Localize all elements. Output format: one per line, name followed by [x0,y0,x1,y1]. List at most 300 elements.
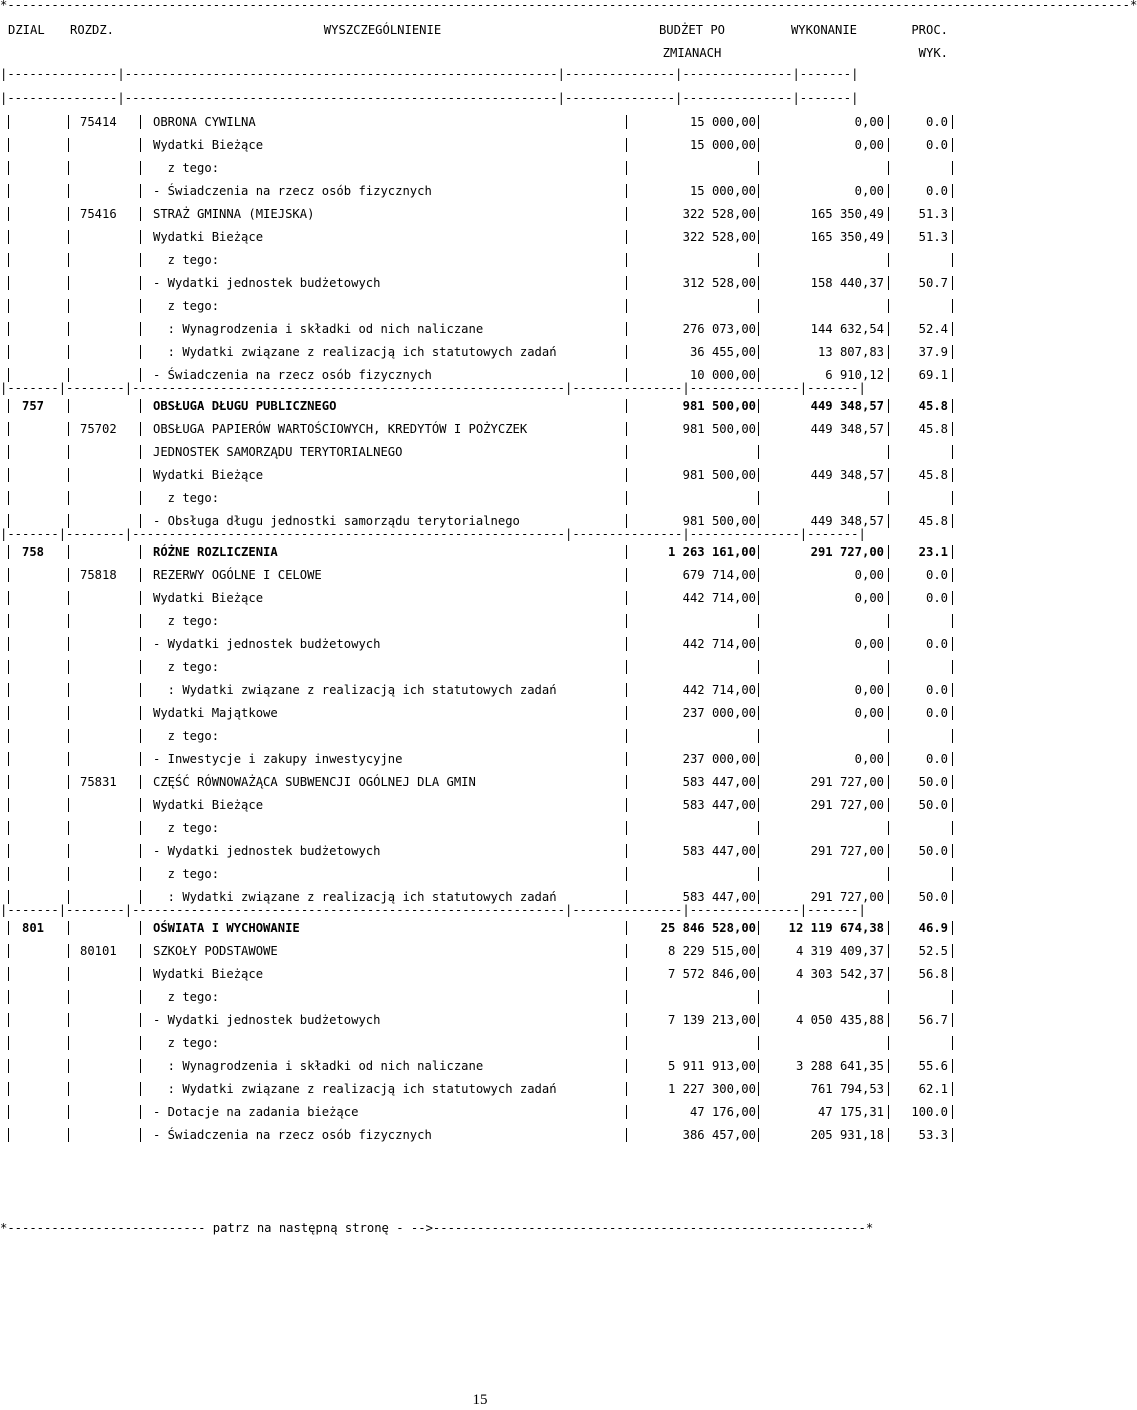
column-rule [68,683,69,697]
column-rule [758,967,759,981]
column-rule [140,867,141,881]
column-rule [626,1013,627,1027]
column-rule [888,752,889,766]
column-rule [888,345,889,359]
column-rule [888,660,889,674]
column-rule [68,322,69,336]
column-rule [8,514,9,528]
column-rule [140,368,141,382]
section-separator: |-------|--------|-----------------------------------------------------------|---------------|---------------|-------| [0,381,866,395]
table-row [0,725,960,748]
column-rule [888,368,889,382]
column-rule [888,230,889,244]
column-rule [68,660,69,674]
table-header-row-1 [0,19,960,42]
table-row [0,1032,960,1055]
column-rule [952,944,953,958]
column-rule [68,1059,69,1073]
column-rule [952,637,953,651]
execution-cell: 205 931,18 [810,1128,884,1142]
column-rule [888,683,889,697]
column-rule [626,115,627,129]
column-rule [626,591,627,605]
column-rule [626,276,627,290]
header-wyszczegolnienie: WYSZCZEGÓLNIENIE [323,23,442,37]
execution-cell: 449 348,57 [810,468,884,482]
percent-cell: 51.3 [918,207,948,221]
column-rule [888,491,889,505]
column-rule [140,752,141,766]
percent-cell [890,157,948,180]
column-rule [626,468,627,482]
column-rule [140,660,141,674]
percent-cell: 56.8 [918,967,948,981]
budget-cell: 1 227 300,00 [667,1082,756,1096]
column-rule [758,399,759,413]
column-rule [952,683,953,697]
column-rule [952,990,953,1004]
description-cell: STRAŻ GMINNA (MIEJSKA) [153,207,315,221]
dzial-cell: 758 [22,545,45,559]
column-rule [626,1036,627,1050]
rozdz-cell [80,272,140,295]
rozdz-cell [80,917,140,940]
column-rule [758,161,759,175]
description-cell: - Wydatki jednostek budżetowych [153,637,381,651]
column-rule [68,253,69,267]
column-rule [8,491,9,505]
column-rule [8,775,9,789]
column-rule [68,867,69,881]
budget-cell: 322 528,00 [682,207,756,221]
budget-cell [628,986,756,1009]
column-rule [626,1059,627,1073]
column-rule [8,230,9,244]
column-rule [8,844,9,858]
column-rule [140,706,141,720]
table-row [0,318,960,341]
dzial-cell [22,157,67,180]
column-rule [758,299,759,313]
column-rule [952,821,953,835]
column-rule [952,368,953,382]
dzial-cell [22,1009,67,1032]
budget-cell [628,249,756,272]
top-border: *---------------------------------------------------------------------------------------------------------------------------------------------------------* [0,0,1137,12]
execution-cell: 291 727,00 [810,844,884,858]
rozdz-cell: 75414 [80,115,117,129]
description-cell: Wydatki Bieżące [153,138,264,152]
column-rule [952,491,953,505]
description-cell: JEDNOSTEK SAMORZĄDU TERYTORIALNEGO [153,445,403,459]
column-rule [8,1036,9,1050]
budget-cell: 1 263 161,00 [667,545,756,559]
column-rule [952,921,953,935]
column-rule [68,921,69,935]
header-budzet: BUDŻET PO [658,23,726,37]
table-header-row-2 [0,42,960,65]
description-cell: : Wydatki związane z realizacją ich statutowych zadań [153,890,557,904]
budget-cell [628,863,756,886]
column-rule [68,368,69,382]
column-rule [8,399,9,413]
column-rule [68,614,69,628]
dzial-cell [22,610,67,633]
description-cell: OBSŁUGA DŁUGU PUBLICZNEGO [153,399,337,413]
column-rule [952,706,953,720]
budget-cell: 7 572 846,00 [667,967,756,981]
header-proc: PROC. [911,23,948,37]
column-rule [68,491,69,505]
rozdz-cell [80,487,140,510]
dzial-cell [22,963,67,986]
percent-cell: 0.0 [925,706,948,720]
column-rule [140,990,141,1004]
column-rule [626,545,627,559]
column-rule [626,775,627,789]
column-rule [758,1013,759,1027]
rozdz-cell [80,318,140,341]
dzial-cell [22,702,67,725]
column-rule [952,660,953,674]
description-cell: OBRONA CYWILNA [153,115,256,129]
table-row [0,226,960,249]
budget-cell [628,157,756,180]
execution-cell: 449 348,57 [810,399,884,413]
execution-cell [762,725,884,748]
table-row [0,464,960,487]
dzial-cell [22,180,67,203]
column-rule [758,660,759,674]
column-rule [626,1128,627,1142]
table-row [0,1055,960,1078]
rozdz-cell [80,633,140,656]
table-row [0,863,960,886]
description-cell: z tego: [153,253,220,267]
execution-cell: 0,00 [854,706,884,720]
budget-cell: 237 000,00 [682,706,756,720]
column-rule [626,368,627,382]
execution-cell: 4 050 435,88 [795,1013,884,1027]
dzial-cell [22,986,67,1009]
column-rule [8,184,9,198]
rozdz-cell [80,541,140,564]
column-rule [626,568,627,582]
column-rule [758,368,759,382]
execution-cell: 4 303 542,37 [795,967,884,981]
budget-cell [628,725,756,748]
percent-cell: 50.7 [918,276,948,290]
column-rule [888,253,889,267]
column-rule [140,821,141,835]
column-rule [888,299,889,313]
budget-cell: 981 500,00 [682,422,756,436]
rozdz-cell [80,295,140,318]
dzial-cell [22,441,67,464]
budget-cell: 981 500,00 [682,514,756,528]
budget-cell: 981 500,00 [682,468,756,482]
execution-cell: 291 727,00 [810,775,884,789]
rozdz-cell [80,1078,140,1101]
rozdz-cell [80,1055,140,1078]
description-cell: SZKOŁY PODSTAWOWE [153,944,278,958]
column-rule [68,207,69,221]
column-rule [68,844,69,858]
table-row [0,656,960,679]
column-rule [626,207,627,221]
column-rule [68,990,69,1004]
description-cell: z tego: [153,1036,220,1050]
percent-cell: 45.8 [918,422,948,436]
column-rule [952,115,953,129]
column-rule [626,299,627,313]
column-rule [626,990,627,1004]
table-row [0,633,960,656]
dzial-cell [22,1055,67,1078]
column-rule [758,253,759,267]
description-cell: z tego: [153,821,220,835]
column-rule [8,445,9,459]
column-rule [758,775,759,789]
column-rule [626,1082,627,1096]
column-rule [8,322,9,336]
column-rule [758,1036,759,1050]
budget-cell: 25 846 528,00 [660,921,756,935]
column-rule [8,1082,9,1096]
page-number: 15 [472,1392,488,1408]
column-rule [888,568,889,582]
execution-cell: 4 319 409,37 [795,944,884,958]
column-rule [626,138,627,152]
column-rule [758,921,759,935]
execution-cell: 0,00 [854,568,884,582]
execution-cell [762,295,884,318]
execution-cell [762,487,884,510]
column-rule [626,821,627,835]
column-rule [758,637,759,651]
table-row [0,203,960,226]
dzial-cell [22,587,67,610]
column-rule [758,683,759,697]
description-cell: CZĘŚĆ RÓWNOWAŻĄCA SUBWENCJI OGÓLNEJ DLA GMIN [153,775,476,789]
execution-cell [762,817,884,840]
rozdz-cell [80,1032,140,1055]
percent-cell: 45.8 [918,399,948,413]
description-cell: - Inwestycje i zakupy inwestycyjne [153,752,403,766]
column-rule [68,568,69,582]
continue-note: patrz na następną stronę - --> [212,1221,433,1235]
column-rule [888,706,889,720]
percent-cell: 50.0 [918,844,948,858]
column-rule [888,967,889,981]
budget-cell: 322 528,00 [682,230,756,244]
column-rule [140,230,141,244]
column-rule [140,161,141,175]
table-row [0,986,960,1009]
column-rule [68,1036,69,1050]
column-rule [140,591,141,605]
percent-cell [890,1032,948,1055]
budget-cell: 15 000,00 [689,184,756,198]
column-rule [8,967,9,981]
column-rule [952,545,953,559]
rozdz-cell: 75702 [80,422,117,436]
column-rule [8,138,9,152]
column-rule [140,637,141,651]
percent-cell: 51.3 [918,230,948,244]
column-rule [8,614,9,628]
rozdz-cell [80,1101,140,1124]
column-rule [68,752,69,766]
dzial-cell [22,633,67,656]
column-rule [758,230,759,244]
execution-cell: 291 727,00 [810,890,884,904]
percent-cell: 0.0 [925,568,948,582]
column-rule [758,1059,759,1073]
table-row [0,487,960,510]
table-row [0,341,960,364]
table-row [0,1009,960,1032]
table-row [0,771,960,794]
column-rule [68,184,69,198]
column-rule [952,890,953,904]
dzial-cell [22,725,67,748]
execution-cell: 0,00 [854,637,884,651]
column-rule [626,867,627,881]
header-dzial: DZIAL [8,23,45,37]
column-rule [626,890,627,904]
table-row [0,272,960,295]
column-rule [140,683,141,697]
column-rule [626,921,627,935]
column-rule [8,299,9,313]
description-cell: z tego: [153,299,220,313]
description-cell: z tego: [153,614,220,628]
column-rule [888,514,889,528]
column-rule [888,1105,889,1119]
section-separator: |-------|--------|-----------------------------------------------------------|---------------|---------------|-------| [0,527,866,541]
column-rule [626,660,627,674]
execution-cell: 158 440,37 [810,276,884,290]
column-rule [952,299,953,313]
column-rule [758,422,759,436]
column-rule [8,207,9,221]
column-rule [952,1082,953,1096]
dzial-cell [22,203,67,226]
column-rule [888,867,889,881]
execution-cell: 6 910,12 [825,368,884,382]
table-row [0,963,960,986]
column-rule [626,798,627,812]
column-rule [758,276,759,290]
column-rule [888,1128,889,1142]
rozdz-cell: 75416 [80,207,117,221]
column-rule [140,184,141,198]
column-rule [758,138,759,152]
rozdz-cell [80,341,140,364]
percent-cell: 50.0 [918,798,948,812]
dzial-cell [22,1078,67,1101]
description-cell: Wydatki Bieżące [153,230,264,244]
rozdz-cell: 80101 [80,944,117,958]
description-cell: : Wynagrodzenia i składki od nich naliczane [153,322,484,336]
description-cell: OŚWIATA I WYCHOWANIE [153,921,300,935]
column-rule [626,1105,627,1119]
column-rule [68,545,69,559]
percent-cell: 52.5 [918,944,948,958]
column-rule [8,468,9,482]
description-cell: - Świadczenia na rzecz osób fizycznych [153,368,432,382]
description-cell: z tego: [153,161,220,175]
column-rule [140,614,141,628]
dzial-cell: 801 [22,921,45,935]
percent-cell: 0.0 [925,591,948,605]
description-cell: - Świadczenia na rzecz osób fizycznych [153,1128,432,1142]
column-rule [140,545,141,559]
column-rule [626,345,627,359]
column-rule [758,568,759,582]
budget-cell: 8 229 515,00 [667,944,756,958]
execution-cell: 12 119 674,38 [788,921,884,935]
budget-cell: 442 714,00 [682,683,756,697]
execution-cell: 0,00 [854,184,884,198]
column-rule [8,798,9,812]
description-cell: Wydatki Bieżące [153,468,264,482]
execution-cell: 13 807,83 [817,345,884,359]
percent-cell [890,656,948,679]
execution-cell: 0,00 [854,138,884,152]
execution-cell [762,441,884,464]
budget-cell [628,295,756,318]
budget-cell: 7 139 213,00 [667,1013,756,1027]
column-rule [758,514,759,528]
column-rule [68,445,69,459]
execution-cell [762,656,884,679]
description-cell: z tego: [153,867,220,881]
column-rule [952,445,953,459]
percent-cell: 23.1 [918,545,948,559]
table-row [0,1101,960,1124]
column-rule [140,1082,141,1096]
table-row [0,249,960,272]
column-rule [626,445,627,459]
column-rule [68,399,69,413]
column-rule [888,990,889,1004]
column-rule [68,345,69,359]
description-cell: - Wydatki jednostek budżetowych [153,1013,381,1027]
rozdz-cell [80,464,140,487]
table-row [0,1078,960,1101]
table-row [0,917,960,940]
percent-cell: 0.0 [925,752,948,766]
column-rule [758,545,759,559]
column-rule [68,637,69,651]
column-rule [8,706,9,720]
dzial-cell [22,464,67,487]
rozdz-cell: 75831 [80,775,117,789]
column-rule [8,660,9,674]
column-rule [758,990,759,1004]
percent-cell: 0.0 [925,637,948,651]
budget-cell: 442 714,00 [682,591,756,605]
column-rule [68,299,69,313]
percent-cell: 0.0 [925,138,948,152]
dzial-cell [22,1032,67,1055]
percent-cell [890,725,948,748]
dzial-cell [22,134,67,157]
rozdz-cell [80,702,140,725]
column-rule [8,1128,9,1142]
